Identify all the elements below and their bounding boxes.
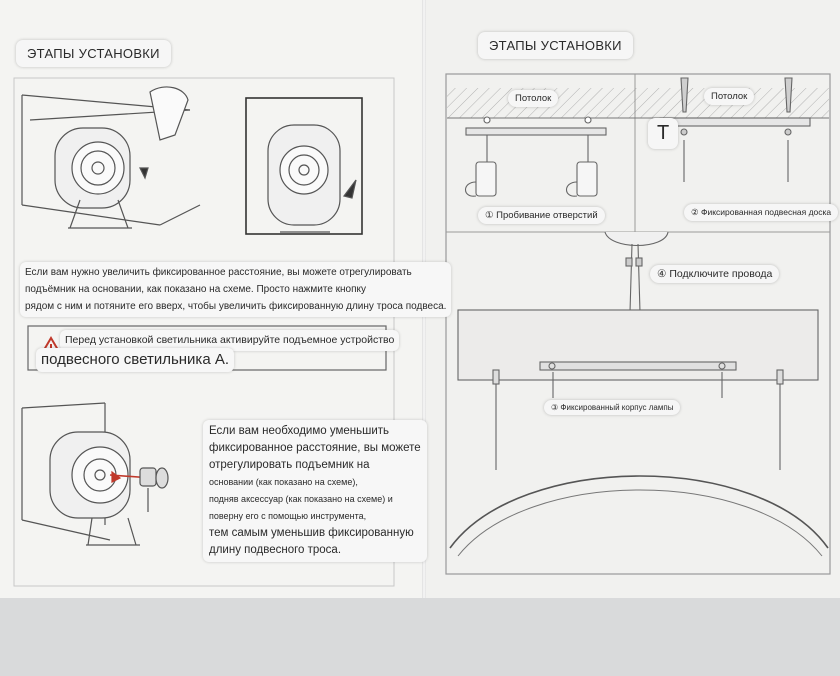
decrease-instructions [203, 420, 427, 562]
decrease-line-5: подняв аксессуар (как показано на схеме) и [209, 494, 393, 504]
step-3-text: Подключите провода [669, 268, 773, 280]
ceiling-label-2: Потолок [704, 88, 754, 105]
decrease-line-6: поверну его с помощью инструмента, [209, 511, 367, 521]
lifter-illustration-top [22, 87, 200, 228]
step-3-number: ④ [657, 268, 670, 280]
step-4-text: Фиксированный корпус лампы [560, 403, 674, 412]
step-2-label [684, 204, 838, 221]
decrease-line-7: тем самым уменьшив фиксированную [209, 527, 414, 539]
right-heading: ЭТАПЫ УСТАНОВКИ [478, 32, 633, 59]
increase-instructions [20, 262, 451, 317]
letter-t: T [648, 118, 678, 149]
warning-line-1: Перед установкой светильника активируйте подъемное устройство [60, 330, 399, 351]
step-2-text: Фиксированная подвесная доска [700, 207, 832, 217]
decrease-line-1: Если вам необходимо уменьшить [209, 425, 390, 437]
step-1-number: ① [485, 210, 497, 221]
decrease-line-3: отрегулировать подъемник на [209, 459, 370, 471]
step-4-label [544, 400, 680, 415]
decrease-line-4: основании (как показано на схеме), [209, 477, 358, 487]
step-1-text: Пробивание отверстий [496, 210, 598, 221]
decrease-line-8: длину подвесного троса. [209, 544, 342, 556]
increase-line-1: Если вам нужно увеличить фиксированное расстояние, вы можете отрегулировать [25, 267, 412, 278]
lifter-illustration-inset [246, 98, 362, 234]
lamp-body-illustration [450, 310, 828, 556]
drill-illustration [466, 117, 607, 196]
step-3-label [650, 265, 779, 283]
left-heading: ЭТАПЫ УСТАНОВКИ [16, 40, 171, 67]
step-2-number: ② [691, 207, 701, 217]
step-1-label [478, 207, 605, 224]
ceiling-label-1: Потолок [508, 90, 558, 107]
warning-line-2: подвесного светильника А. [36, 348, 234, 372]
step-4-number: ③ [551, 403, 561, 412]
increase-line-2: подъёмник на основании, как показано на схеме. Просто нажмите кнопку [25, 284, 367, 295]
increase-line-3: рядом с ним и потяните его вверх, чтобы увеличить фиксированную длину троса подвеса. [25, 301, 447, 312]
lifter-illustration-bottom [22, 403, 168, 545]
decrease-line-2: фиксированное расстояние, вы можете [209, 442, 421, 454]
